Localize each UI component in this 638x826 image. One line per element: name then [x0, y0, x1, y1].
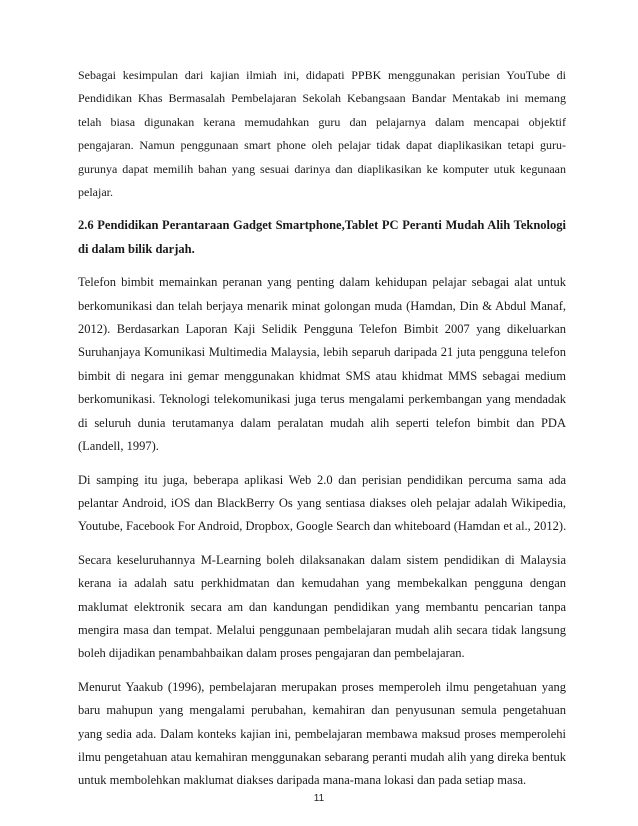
text-line: Suruhanjaya Komunikasi Multimedia Malaysia, lebih separuh daripada 21 juta pengguna telefon: [78, 345, 566, 360]
text-line: maklumat elektronik secara am dan kandungan pendidikan yang membantu pencarian tanpa: [78, 599, 566, 614]
text-line: kerana ia adalah satu perkhidmatan dan kemudahan yang membekalkan pengguna dengan: [78, 576, 566, 591]
text-line: gurunya dapat memilih bahan yang sesuai darinya dan diaplikasikan ke komputer utuk kegunaan: [78, 161, 566, 176]
text-line: di seluruh dunia terutamanya dalam peralatan mudah alih seperti telefon bimbit dan PDA: [78, 415, 566, 430]
text-line: Pendidikan Khas Bermasalah Pembelajaran Sekolah Kebangsaan Bandar Mentakab ini memang: [78, 91, 566, 106]
text-line: Sebagai kesimpulan dari kajian ilmiah ini, didapati PPBK menggunakan perisian YouTube di: [78, 68, 566, 82]
paragraph-m-learning: [78, 549, 566, 666]
text-line: pengajaran. Namun penggunaan smart phone oleh pelajar tidak dapat diaplikasikan tetapi guru-: [78, 138, 566, 153]
text-line: berkomunikasi. Teknologi telekomunikasi juga terus mengalami perkembangan yang mendadak: [78, 392, 566, 407]
text-line: bimbit di negara ini gemar menggunakan khidmat SMS atau khidmat MMS sebagai medium: [78, 368, 566, 383]
text-line: yang sedia ada. Dalam konteks kajian ini, pembelajaran membawa maksud proses memperolehi: [78, 726, 566, 741]
paragraph-yaakub: [78, 676, 566, 793]
text-line: berkomunikasi dan telah berjaya menarik minat golongan muda (Hamdan, Din & Abdul Manaf,: [78, 298, 566, 313]
document-page: [78, 64, 566, 803]
heading-line: 2.6 Pendidikan Perantaraan Gadget Smartphone,Tablet PC Peranti Mudah Alih Teknologi: [78, 218, 566, 233]
text-line: Telefon bimbit memainkan peranan yang penting dalam kehidupan pelajar sebagai alat untuk: [78, 275, 566, 290]
text-line: untuk membolehkan maklumat diakses daripada mana-mana lokasi dan pada setiap masa.: [78, 773, 527, 788]
paragraph-conclusion: [78, 64, 566, 204]
text-line: ilmu pengetahuan atau kemahiran menggunakan sebarang peranti mudah alih yang direka bentuk: [78, 749, 566, 764]
text-line: telah biasa digunakan kerana memudahkan guru dan pelajarnya dalam mencapai objektif: [78, 114, 566, 129]
text-line: pelajar.: [78, 185, 113, 200]
text-line: baru mahupun yang mengalami perubahan, kemahiran dan penyusunan semula pengetahuan: [78, 703, 566, 718]
text-line: Menurut Yaakub (1996), pembelajaran merupakan proses memperoleh ilmu pengetahuan yang: [78, 679, 566, 694]
section-heading: [78, 214, 566, 261]
paragraph-telefon-bimbit: [78, 271, 566, 458]
page-number: 11: [313, 793, 325, 804]
paragraph-aplikasi-web: [78, 469, 566, 539]
text-line: mengira masa dan tempat. Melalui penggunaan pembelajaran mudah alih secara tidak langsung: [78, 622, 566, 637]
text-line: 2012). Berdasarkan Laporan Kaji Selidik Pengguna Telefon Bimbit 2007 yang dikeluarkan: [78, 322, 566, 337]
text-line: (Landell, 1997).: [78, 439, 159, 454]
text-line: Youtube, Facebook For Android, Dropbox, Google Search dan whiteboard (Hamdan et al., 2012).: [78, 519, 567, 534]
text-line: pelantar Android, iOS dan BlackBerry Os yang sentiasa diakses oleh pelajar adalah Wikipedia,: [78, 495, 566, 510]
text-line: boleh dijadikan penambahbaikan dalam proses pengajaran dan pembelajaran.: [78, 646, 465, 661]
text-line: Secara keseluruhannya M-Learning boleh dilaksanakan dalam sistem pendidikan di Malaysia: [78, 552, 566, 567]
text-line: Di samping itu juga, beberapa aplikasi Web 2.0 dan perisian pendidikan percuma sama ada: [78, 472, 566, 487]
heading-line: di dalam bilik darjah.: [78, 241, 195, 256]
